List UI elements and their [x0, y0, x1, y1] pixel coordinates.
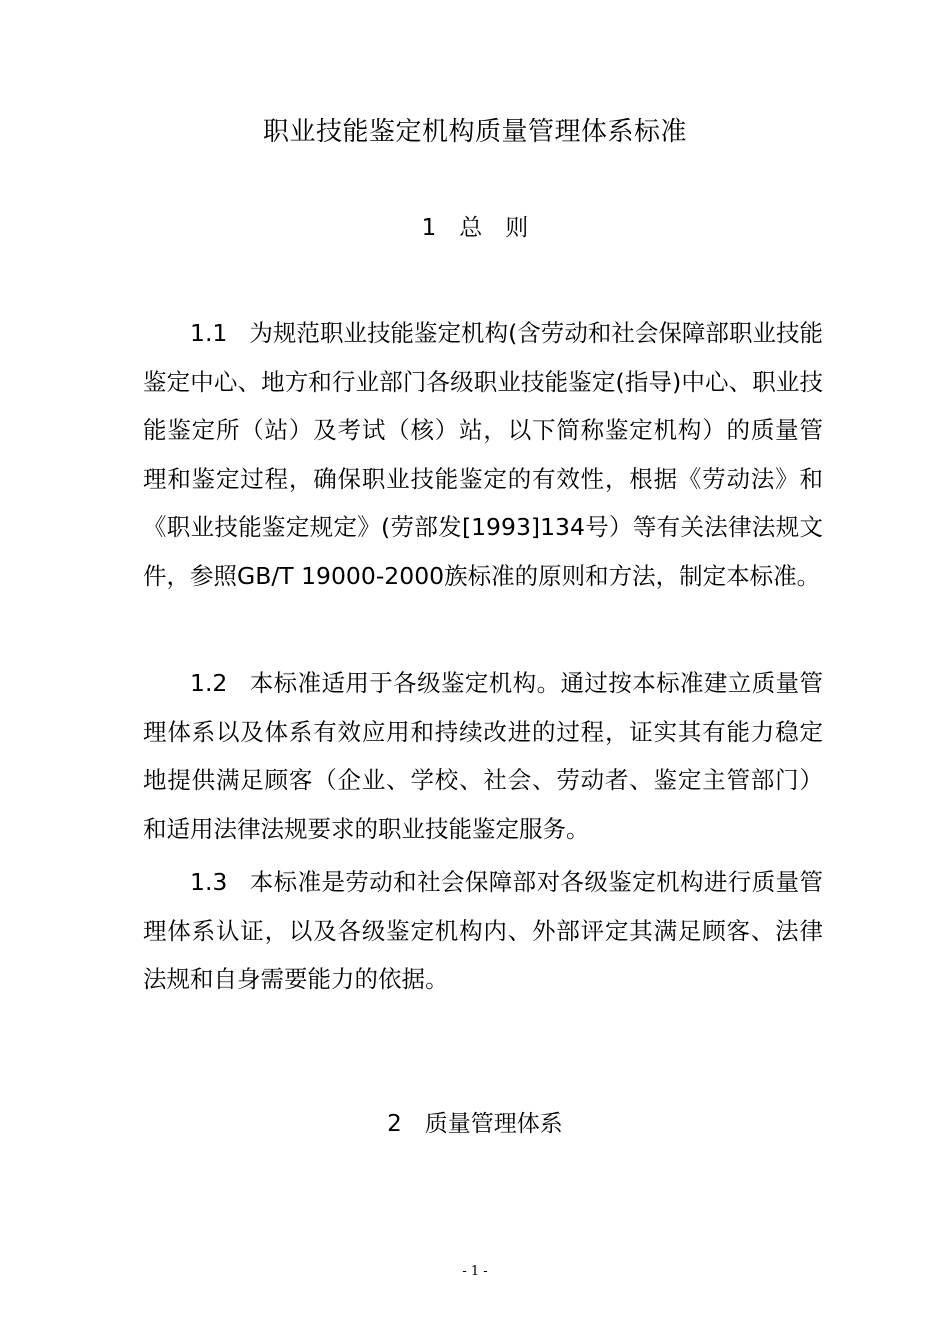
paragraph-text: 本标准适用于各级鉴定机构。通过按本标准建立质量管理体系以及体系有效应用和持续改进的过程，证实其有能力稳定地提供满足顾客（企业、学校、社会、劳动者、鉴定主管部门）和适用法律法规要求的职业技能鉴定服务。 — [143, 669, 823, 843]
paragraph-number: 1.2 — [190, 669, 228, 697]
paragraph-1-3 — [143, 858, 823, 1004]
page-number: - 1 - — [462, 1264, 488, 1279]
document-title: 职业技能鉴定机构质量管理体系标准 — [262, 117, 687, 147]
paragraph-text: 本标准是劳动和社会保障部对各级鉴定机构进行质量管理体系认证，以及各级鉴定机构内、外部评定其满足顾客、法律法规和自身需要能力的依据。 — [143, 868, 823, 993]
paragraph-number: 1.1 — [190, 319, 228, 347]
paragraph-1-2 — [143, 659, 823, 853]
paragraph-number: 1.3 — [190, 868, 228, 896]
section-heading-general: 1 总 则 — [421, 215, 529, 241]
paragraph-1-1 — [143, 309, 823, 600]
section-heading-quality-system: 2 质量管理体系 — [387, 1111, 563, 1137]
paragraph-text: 为规范职业技能鉴定机构(含劳动和社会保障部职业技能鉴定中心、地方和行业部门各级职业技能鉴定(指导)中心、职业技能鉴定所（站）及考试（核）站，以下简称鉴定机构）的质量管理和鉴定过程，确保职业技能鉴定的有效性，根据《劳动法》和《职业技能鉴定规定》(劳部发[1993]134号）等有关法律法规文件，参照GB/T 19000-2000族标准的原则和方法，制定本标准。 — [143, 319, 823, 590]
